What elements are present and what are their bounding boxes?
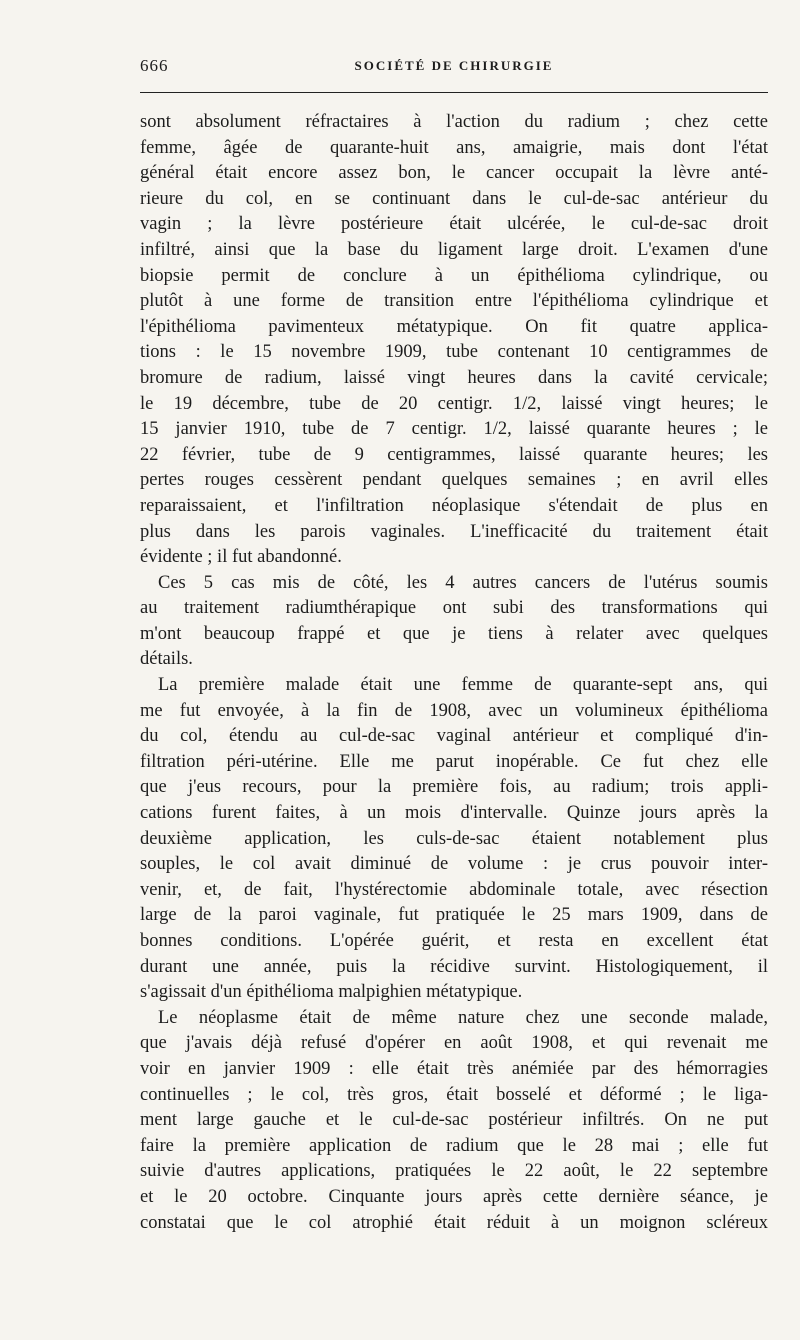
text-line: biopsie permit de conclure à un épithélioma cylindrique, ou: [140, 265, 768, 286]
page-number: 666: [140, 56, 169, 75]
text-line: cations furent faites, à un mois d'intervalle. Quinze jours après la: [140, 803, 768, 824]
text-line: faire la première application de radium que le 28 mai ; elle fut: [140, 1135, 768, 1156]
header-rule: [140, 92, 768, 93]
text-line: suivie d'autres applications, pratiquées le 22 août, le 22 septembre: [140, 1161, 768, 1182]
paragraph-start-line: Ces 5 cas mis de côté, les 4 autres cancers de l'utérus soumis: [158, 572, 768, 593]
paragraph-start-line: Le néoplasme était de même nature chez une seconde malade,: [158, 1007, 768, 1028]
text-line: venir, et, de fait, l'hystérectomie abdominale totale, avec résection: [140, 879, 768, 900]
text-line: 15 janvier 1910, tube de 7 centigr. 1/2, laissé quarante heures ; le: [140, 419, 768, 440]
paragraph-end-line: évidente ; il fut abandonné.: [140, 547, 342, 568]
text-line: vagin ; la lèvre postérieure était ulcérée, le cul-de-sac droit: [140, 214, 768, 235]
text-line: du col, étendu au cul-de-sac vaginal antérieur et compliqué d'in-: [140, 726, 768, 747]
paragraph-end-line: s'agissait d'un épithélioma malpighien métatypique.: [140, 982, 523, 1003]
text-line: femme, âgée de quarante-huit ans, amaigrie, mais dont l'état: [140, 137, 768, 158]
text-line: rieure du col, en se continuant dans le cul-de-sac antérieur du: [140, 188, 768, 209]
text-line: filtration péri-utérine. Elle me parut inopérable. Ce fut chez elle: [140, 751, 768, 772]
text-line: reparaissaient, et l'infiltration néoplasique s'étendait de plus en: [140, 495, 768, 516]
text-line: ment large gauche et le cul-de-sac postérieur infiltrés. On ne put: [140, 1110, 768, 1131]
text-line: continuelles ; le col, très gros, était bosselé et déformé ; le liga-: [140, 1084, 768, 1105]
body-text: [140, 110, 768, 1236]
text-line: que j'eus recours, pour la première fois, au radium; trois appli-: [140, 777, 768, 798]
text-line: pertes rouges cessèrent pendant quelques semaines ; en avril elles: [140, 470, 768, 491]
text-line: infiltré, ainsi que la base du ligament large droit. L'examen d'une: [140, 239, 768, 260]
text-line: large de la paroi vaginale, fut pratiquée le 25 mars 1909, dans de: [140, 905, 768, 926]
text-line: l'épithélioma pavimenteux métatypique. On fit quatre applica-: [140, 316, 768, 337]
paragraph-start-line: La première malade était une femme de quarante-sept ans, qui: [158, 675, 768, 696]
text-line: plutôt à une forme de transition entre l'épithélioma cylindrique et: [140, 291, 768, 312]
text-line: constatai que le col atrophié était réduit à un moignon scléreux: [140, 1212, 768, 1233]
text-line: souples, le col avait diminué de volume : je crus pouvoir inter-: [140, 854, 768, 875]
text-line: voir en janvier 1909 : elle était très anémiée par des hémorragies: [140, 1058, 768, 1079]
running-title: SOCIÉTÉ DE CHIRURGIE: [354, 58, 554, 73]
text-line: que j'avais déjà refusé d'opérer en août 1908, et qui revenait me: [140, 1033, 768, 1054]
text-line: et le 20 octobre. Cinquante jours après cette dernière séance, je: [140, 1186, 768, 1207]
text-line: au traitement radiumthérapique ont subi des transformations qui: [140, 598, 768, 619]
text-line: général était encore assez bon, le cancer occupait la lèvre anté-: [140, 163, 768, 184]
text-line: le 19 décembre, tube de 20 centigr. 1/2, laissé vingt heures; le: [140, 393, 768, 414]
text-line: bromure de radium, laissé vingt heures dans la cavité cervicale;: [140, 367, 768, 388]
text-line: tions : le 15 novembre 1909, tube contenant 10 centigrammes de: [140, 342, 768, 363]
text-line: m'ont beaucoup frappé et que je tiens à relater avec quelques: [140, 623, 768, 644]
text-line: sont absolument réfractaires à l'action du radium ; chez cette: [140, 112, 768, 132]
text-line: plus dans les parois vaginales. L'inefficacité du traitement était: [140, 521, 768, 542]
paragraph-end-line: détails.: [140, 649, 193, 670]
page-header: [140, 56, 768, 84]
text-line: durant une année, puis la récidive survint. Histologiquement, il: [140, 956, 768, 977]
text-line: 22 février, tube de 9 centigrammes, laissé quarante heures; les: [140, 444, 768, 465]
text-line: me fut envoyée, à la fin de 1908, avec un volumineux épithélioma: [140, 700, 768, 721]
text-line: bonnes conditions. L'opérée guérit, et resta en excellent état: [140, 931, 768, 951]
text-line: deuxième application, les culs-de-sac étaient notablement plus: [140, 828, 768, 849]
